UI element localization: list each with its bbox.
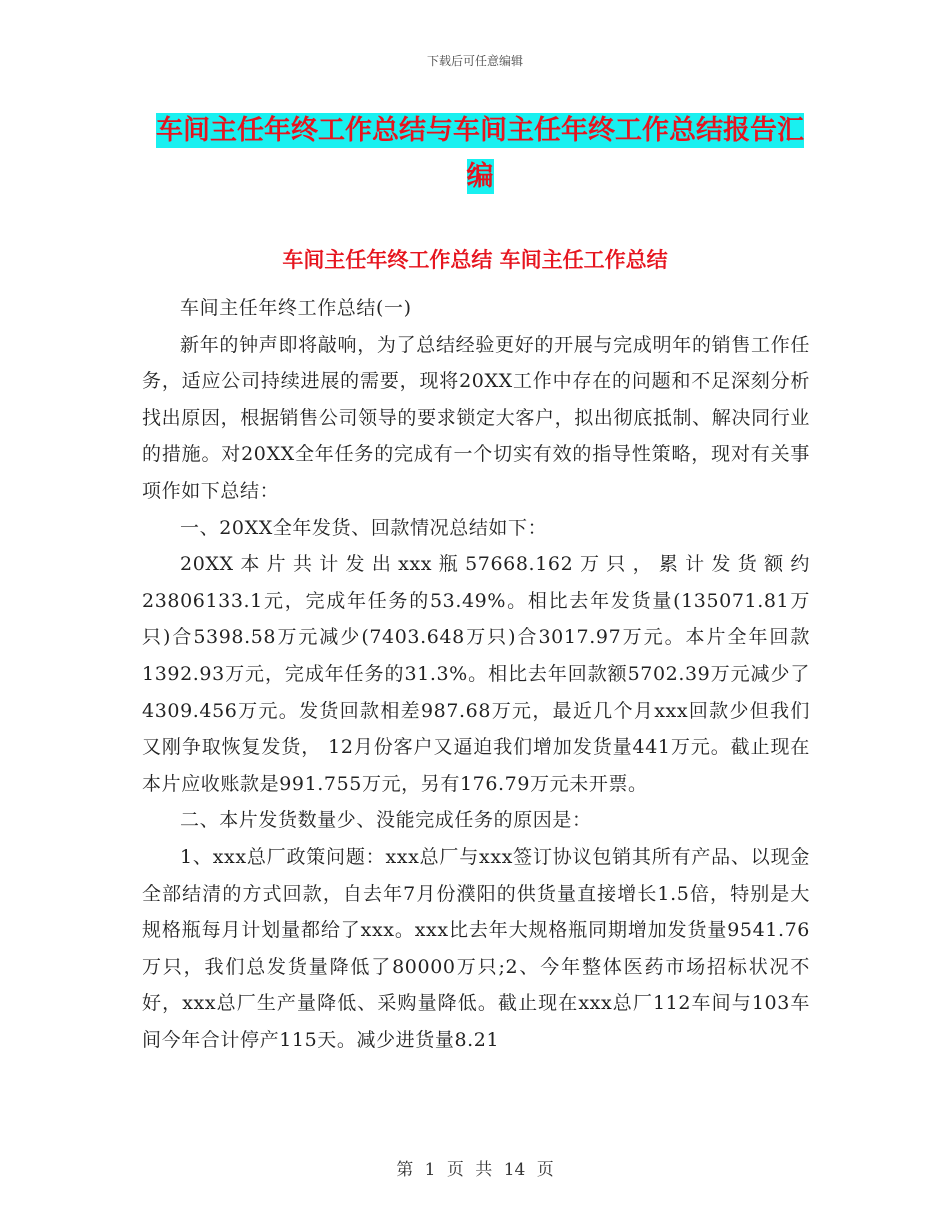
body-paragraph: 新年的钟声即将敲响，为了总结经验更好的开展与完成明年的销售工作任务，适应公司持续进展的需要，现将20XX工作中存在的问题和不足深刻分析找出原因，根据销售公司领导的要求锁定大客户，拟出彻底抵制、解决同行业的措施。对20XX全年任务的完成有一个切实有效的指导性策略，现对有关事项作如下总结： xyxy=(142,333,810,502)
page-number: 第 1 页 共 14 页 xyxy=(396,1160,554,1180)
section-heading: 一、20XX全年发货、回款情况总结如下： xyxy=(180,516,548,539)
document-body xyxy=(142,290,810,1058)
body-paragraph: 20XX本片共计发出xxx瓶57668.162万只，累计发货额约23806133.1元，完成年任务的53.49%。相比去年发货量(135071.81万只)合5398.58万元减少(7403.648万只)合3017.97万元。本片全年回款1392.93万元，完成年任务的31.3%。相比去年回款额5702.39万元减少了4309.456万元。发货回款相差987.68万元，最近几个月xxx回款少但我们又刚争取恢复发货， 12月份客户又逼迫我们增加发货量441万元。截止现在本片应收账款是991.755万元，另有176.79万元未开票。 xyxy=(142,553,810,795)
document-subtitle: 车间主任年终工作总结 车间主任工作总结 xyxy=(282,248,668,272)
section-heading: 二、本片发货数量少、没能完成任务的原因是： xyxy=(180,809,592,832)
document-title xyxy=(150,108,810,200)
page-header-note: 下载后可任意编辑 xyxy=(426,54,523,68)
section-heading: 车间主任年终工作总结(一) xyxy=(180,297,412,319)
body-paragraph: 1、xxx总厂政策问题：xxx总厂与xxx签订协议包销其所有产品、以现金全部结清的方式回款，自去年7月份濮阳的供货量直接增长1.5倍，特别是大规格瓶每月计划量都给了xxx。xxx比去年大规格瓶同期增加发货量9541.76万只，我们总发货量降低了80000万只;2、今年整体医药市场招标状况不好，xxx总厂生产量降低、采购量降低。截止现在xxx总厂112车间与103车间今年合计停产115天。减少进货量8.21 xyxy=(142,845,810,1051)
document-title-text: 车间主任年终工作总结与车间主任年终工作总结报告汇编 xyxy=(156,115,804,192)
